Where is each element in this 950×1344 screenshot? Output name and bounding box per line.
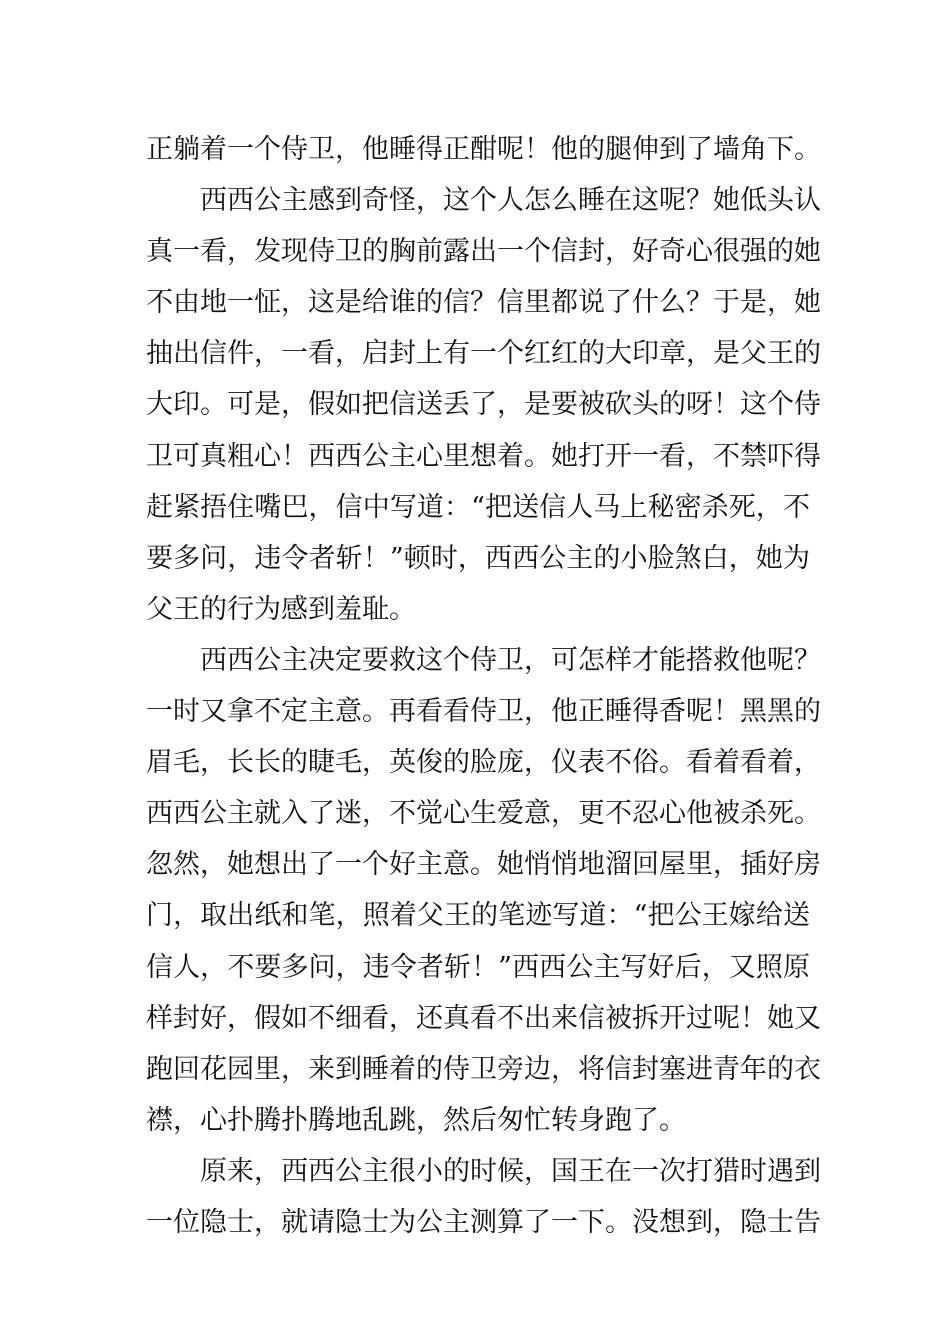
text-line: 门，取出纸和笔，照着父王的笔迹写道：“把公王嫁给送 (146, 900, 810, 932)
text-line: 跑回花园里，来到睡着的侍卫旁边，将信封塞进青年的衣 (146, 1053, 821, 1085)
text-line: 一时又拿不定主意。再看看侍卫，他正睡得香呢！黑黑的 (146, 696, 821, 728)
text-line: 眉毛，长长的睫毛，英俊的脸庞，仪表不俗。看着看着， (146, 747, 821, 779)
text-line: 襟，心扑腾扑腾地乱跳，然后匆忙转身跑了。 (146, 1104, 686, 1136)
text-line: 赶紧捂住嘴巴，信中写道：“把送信人马上秘密杀死，不 (146, 491, 810, 523)
text-line: 父王的行为感到羞耻。 (146, 593, 416, 625)
text-line: 大印。可是，假如把信送丢了，是要被砍头的呀！这个侍 (146, 389, 821, 421)
text-line: 忽然，她想出了一个好主意。她悄悄地溜回屋里，插好房 (146, 849, 821, 881)
text-line: 西西公主感到奇怪，这个人怎么睡在这呢？她低头认 (200, 185, 821, 217)
body-text (146, 124, 821, 1248)
text-line: 一位隐士，就请隐士为公主测算了一下。没想到，隐士告 (146, 1206, 821, 1238)
text-line: 样封好，假如不细看，还真看不出来信被拆开过呢！她又 (146, 1002, 821, 1034)
text-line: 不由地一怔，这是给谁的信？信里都说了什么？于是，她 (146, 287, 821, 319)
text-line: 卫可真粗心！西西公主心里想着。她打开一看，不禁吓得 (146, 440, 821, 472)
text-line: 抽出信件，一看，启封上有一个红红的大印章，是父王的 (146, 338, 821, 370)
text-line: 信人，不要多问，违令者斩！”西西公主写好后，又照原 (146, 951, 810, 983)
text-line: 要多问，违令者斩！”顿时，西西公主的小脸煞白，她为 (146, 542, 810, 574)
text-line: 西西公主决定要救这个侍卫，可怎样才能搭救他呢？ (200, 644, 821, 676)
text-line: 西西公主就入了迷，不觉心生爱意，更不忍心他被杀死。 (146, 798, 821, 830)
text-line: 真一看，发现侍卫的胸前露出一个信封，好奇心很强的她 (146, 236, 821, 268)
text-line: 原来，西西公主很小的时候，国王在一次打猎时遇到 (200, 1155, 821, 1187)
text-line: 正躺着一个侍卫，他睡得正酣呢！他的腿伸到了墙角下。 (146, 134, 821, 165)
